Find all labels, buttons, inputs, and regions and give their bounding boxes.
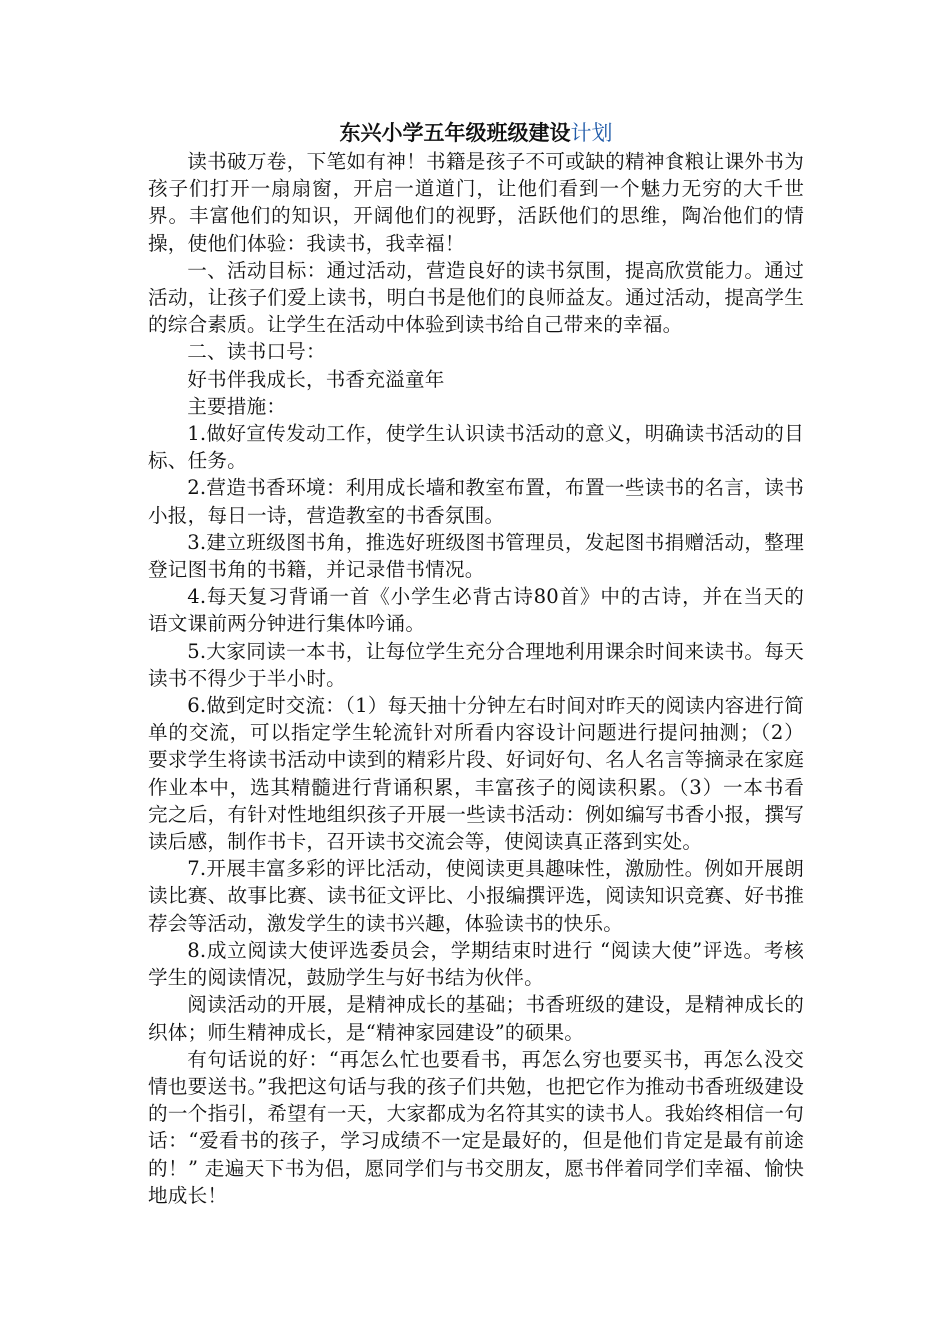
document-body: [148, 148, 804, 1209]
paragraph-closing: 有句话说的好：“再怎么忙也要看书，再怎么穷也要买书，再怎么没交情也要送书。”我把这句话与我的孩子们共勉，也把它作为推动书香班级建设的一个指引，希望有一天，大家都成为名符其实的读书人。我始终相信一句话：“爱看书的孩子，学习成绩不一定是最好的，但是他们肯定是最有前途的！” 走遍天下书为侣，愿同学们与书交朋友，愿书伴着同学们幸福、愉快地成长！: [148, 1047, 804, 1207]
paragraph-intro: 读书破万卷，下笔如有神！书籍是孩子不可或缺的精神食粮让课外书为孩子们打开一扇扇窗，开启一道道门，让他们看到一个魅力无穷的大千世界。丰富他们的知识，开阔他们的视野，活跃他们的思维，陶冶他们的情操，使他们体验：我读书，我幸福！: [148, 150, 804, 255]
document-page: [148, 118, 804, 1209]
paragraph-measure-8: 8.成立阅读大使评选委员会，学期结束时进行 “阅读大使”评选。考核学生的阅读情况，鼓励学生与好书结为伙伴。: [148, 938, 804, 990]
paragraph-summary: 阅读活动的开展，是精神成长的基础；书香班级的建设，是精神成长的织体；师生精神成长，是“精神家园建设”的硕果。: [148, 993, 804, 1044]
paragraph-slogan-heading: 二、读书口号：: [187, 340, 326, 364]
paragraph-measure-3: 3.建立班级图书角，推选好班级图书管理员，发起图书捐赠活动，整理登记图书角的书籍，并记录借书情况。: [148, 530, 804, 582]
paragraph-slogan: 好书伴我成长，书香充溢童年: [187, 367, 445, 391]
paragraph-measure-4: 4.每天复习背诵一首《小学生必背古诗80首》中的古诗，并在当天的语文课前两分钟进行集体吟诵。: [148, 585, 804, 636]
paragraph-measures-heading: 主要措施：: [187, 394, 287, 418]
title-main: 东兴小学五年级班级建设: [339, 120, 571, 145]
paragraph-measure-5: 5.大家同读一本书，让每位学生充分合理地利用课余时间来读书。每天读书不得少于半小时。: [148, 639, 804, 690]
paragraph-measure-1: 1.做好宣传发动工作，使学生认识读书活动的意义，明确读书活动的目标、任务。: [148, 422, 804, 473]
document-title: [148, 118, 804, 148]
paragraph-measure-7: 7.开展丰富多彩的评比活动，使阅读更具趣味性，激励性。例如开展朗读比赛、故事比赛、读书征文评比、小报编撰评选，阅读知识竞赛、好书推荐会等活动，激发学生的读书兴趣，体验读书的快乐。: [148, 857, 804, 935]
paragraph-goals: 一、活动目标：通过活动，营造良好的读书氛围，提高欣赏能力。通过活动，让孩子们爱上读书，明白书是他们的良师益友。通过活动，提高学生的综合素质。让学生在活动中体验到读书给自己带来的幸福。: [148, 258, 804, 337]
paragraph-measure-6: 6.做到定时交流：（1）每天抽十分钟左右时间对昨天的阅读内容进行简单的交流，可以指定学生轮流针对所看内容设计问题进行提问抽测；（2）要求学生将读书活动中读到的精彩片段、好词好句、名人名言等摘录在家庭作业本中，选其精髓进行背诵积累，丰富孩子的阅读积累。（3）一本书看完之后，有针对性地组织孩子开展一些读书活动：例如编写书香小报，撰写读后感，制作书卡，召开读书交流会等，使阅读真正落到实处。: [148, 694, 804, 854]
paragraph-measure-2: 2.营造书香环境：利用成长墙和教室布置，布置一些读书的名言，读书小报，每日一诗，营造教室的书香氛围。: [148, 476, 804, 527]
title-accent: 计划: [570, 121, 613, 145]
